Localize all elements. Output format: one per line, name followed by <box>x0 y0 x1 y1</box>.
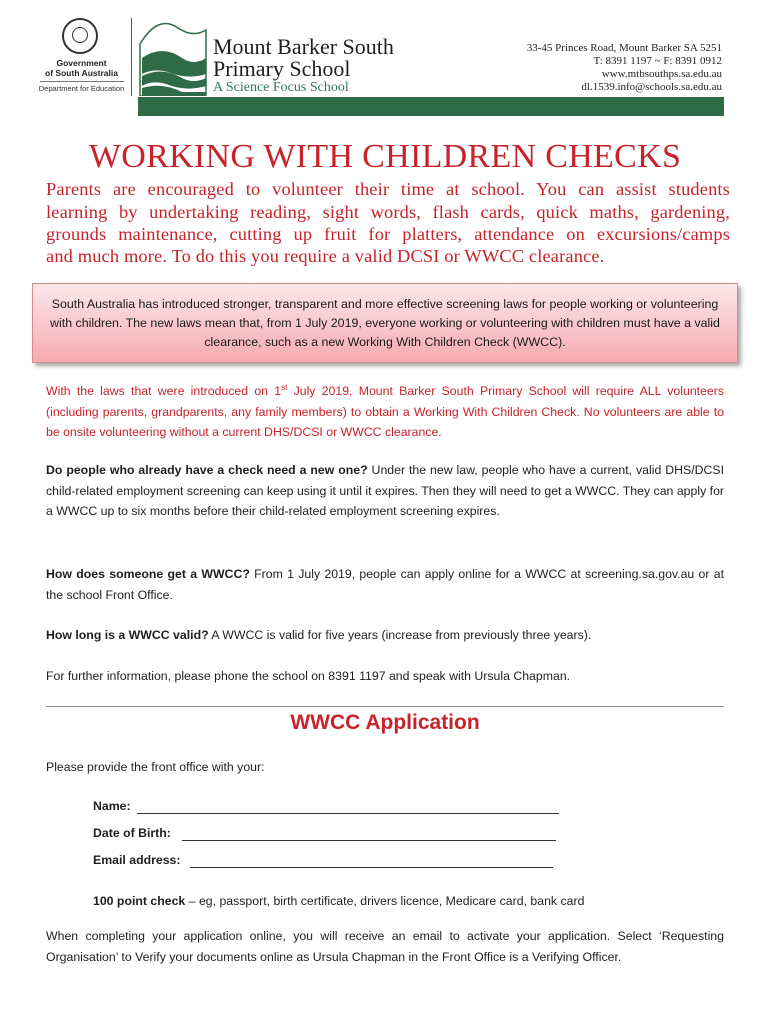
faq-answer: A WWCC is valid for five years (increase from previously three years). <box>208 628 592 642</box>
email-label: Email address: <box>93 853 181 867</box>
further-information: For further information, please phone the school on 8391 1197 and speak with Ursula Chapman. <box>46 669 571 683</box>
piping-shrike-crest-icon <box>62 18 98 54</box>
school-tagline: A Science Focus School <box>213 80 349 95</box>
faq-validity <box>46 625 724 646</box>
name-field[interactable] <box>93 799 559 817</box>
gov-logo-line1: Government <box>56 58 107 68</box>
school-name-line1: Mount Barker South <box>213 34 394 59</box>
faq-question: Do people who already have a check need a new one? <box>46 463 368 477</box>
name-label: Name: <box>93 799 131 813</box>
dob-input-line[interactable] <box>182 840 556 841</box>
school-contact-block <box>527 42 722 94</box>
date-of-birth-field[interactable] <box>93 826 556 844</box>
school-hills-logo-icon <box>138 14 208 96</box>
gov-logo-rule <box>40 81 124 82</box>
school-address: 33-45 Princes Road, Mount Barker SA 5251 <box>526 42 722 54</box>
name-input-line[interactable] <box>137 813 559 814</box>
header-divider <box>131 18 132 96</box>
email-input-line[interactable] <box>190 867 553 868</box>
requirement-text-pre: With the laws that were introduced on 1 <box>46 384 282 399</box>
intro-paragraph <box>46 178 730 246</box>
faq-question: How does someone get a WWCC? <box>46 567 250 581</box>
school-website-link[interactable]: www.mtbsouthps.sa.edu.au <box>601 68 722 80</box>
intro-line: Parents are encouraged to volunteer their time at school. You can assist students <box>46 179 730 199</box>
intro-line: learning by undertaking reading, sight words, flash cards, quick maths, gardening, <box>46 201 730 222</box>
school-email-link[interactable]: dl.1539.info@schools.sa.edu.au <box>581 81 722 93</box>
gov-logo-department: Department for Education <box>38 84 125 93</box>
application-title: WWCC Application <box>290 711 480 734</box>
section-divider <box>46 706 724 707</box>
page-title: WORKING WITH CHILDREN CHECKS <box>88 138 682 175</box>
school-phone-fax: T: 8391 1197 ~ F: 8391 0912 <box>593 55 722 67</box>
email-address-field[interactable] <box>93 853 553 871</box>
screening-laws-notice <box>32 283 738 363</box>
faq-answer: From 1 July 2019, people can apply online for a WWCC at screening.sa.gov.au or at the school Front Office. <box>46 567 725 602</box>
dob-label: Date of Birth: <box>93 826 171 840</box>
faq-question: How long is a WWCC valid? <box>46 628 209 642</box>
online-application-note: When completing your application online, you will receive an email to activate your application. Select ‘Requesting Organisation’ to Verify your documents online as Ursula Chapman in the Front Office is a Verifying Officer. <box>46 929 724 964</box>
intro-line: grounds maintenance, cutting up fruit for platters, attendance on excursions/camps <box>46 224 730 244</box>
volunteer-requirement <box>46 378 724 443</box>
header-green-bar <box>138 97 724 116</box>
point-check-text: – eg, passport, birth certificate, drivers licence, Medicare card, bank card <box>185 894 585 908</box>
gov-logo-line2: of South Australia <box>45 68 118 78</box>
point-check-label: 100 point check <box>93 894 186 908</box>
school-name <box>213 36 394 80</box>
faq-how-to-get <box>46 564 724 605</box>
faq-existing-check <box>46 460 724 522</box>
faq-answer: Under the new law, people who have a current, valid DHS/DCSI child-related employment screening can keep using it until it expires. Then they will need to get a WWCC. They can apply for a WWCC up to six months before their child-related employment screening expires. <box>46 463 724 519</box>
point-check-line <box>93 891 733 912</box>
intro-last-line: and much more. To do this you require a valid DCSI or WWCC clearance. <box>46 246 605 266</box>
requirement-superscript: st <box>281 383 288 392</box>
government-of-south-australia-logo <box>34 18 129 96</box>
notice-text: South Australia has introduced stronger, transparent and more effective screening laws for people working or volunteering with children. The new laws mean that, from 1 July 2019, everyone working or volunteering with children must have a valid clearance, such as a new Working With Children Check (WWCC). <box>50 297 720 349</box>
requirement-text-post: July 2019, Mount Barker South Primary School will require ALL volunteers (including parents, grandparents, any family members) to obtain a Working With Children Check. No volunteers are able to be onsite volunteering without a current DHS/DCSI or WWCC clearance. <box>46 384 724 440</box>
school-name-line2: Primary School <box>213 56 351 81</box>
application-prompt: Please provide the front office with your: <box>46 760 265 774</box>
